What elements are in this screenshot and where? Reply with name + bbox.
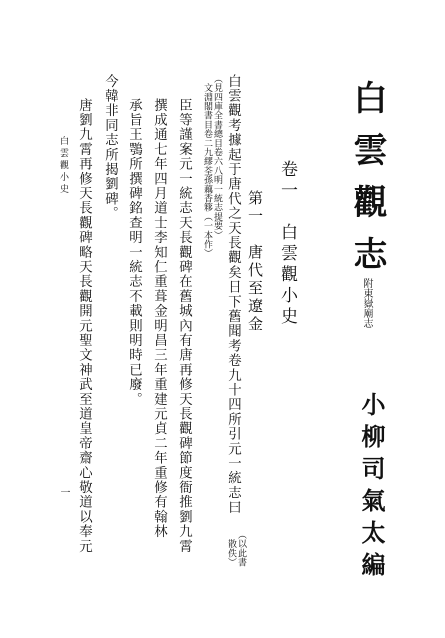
inline-note-2a: （見四庫全書總目卷六八明一統志提要） (212, 74, 222, 240)
inline-note-1a: （以此書 (236, 530, 246, 567)
book-title: 白雲觀志 (347, 80, 387, 288)
body-column-4: 承旨王鶚所撰碑銘查明一統志不載則明時已廢。 (126, 98, 142, 407)
inline-note-1b: 散佚） (226, 530, 236, 567)
body-column-5: 今韓非同志所揭劉碑。 (102, 74, 118, 221)
chapter-heading: 第一 唐代至遼金 (246, 190, 264, 334)
body-column-6: 唐劉九霄再修天長觀碑略天長觀開元聖文神武至道皇帝齋心敬道以奉元 (76, 98, 92, 554)
body-text-1: 白雲觀考據起于唐代之天長觀矣日下舊聞考卷九十四所引元一統志曰 (225, 74, 241, 515)
book-author: 小柳司氣太編 (357, 392, 386, 584)
body-column-3: 撰成通七年四月道士李知仁重葺金明昌三年重建元貞二年重修有翰林 (151, 98, 167, 539)
volume-heading: 卷一 白雲觀小史 (277, 160, 297, 328)
page-number: 一 (58, 487, 69, 497)
body-column-1 (226, 74, 239, 515)
body-column-2: 臣等謹案元一統志天長觀碑在舊城內有唐再修天長觀碑節度衙推劉九霄 (176, 98, 192, 554)
running-title: 白雲觀小史 (58, 136, 68, 196)
book-subtitle: 附東嶽廟志 (361, 278, 372, 328)
inline-note-2b: 文淵閣書目卷二九繆荃孫藕香簃（一本作） (202, 74, 212, 258)
